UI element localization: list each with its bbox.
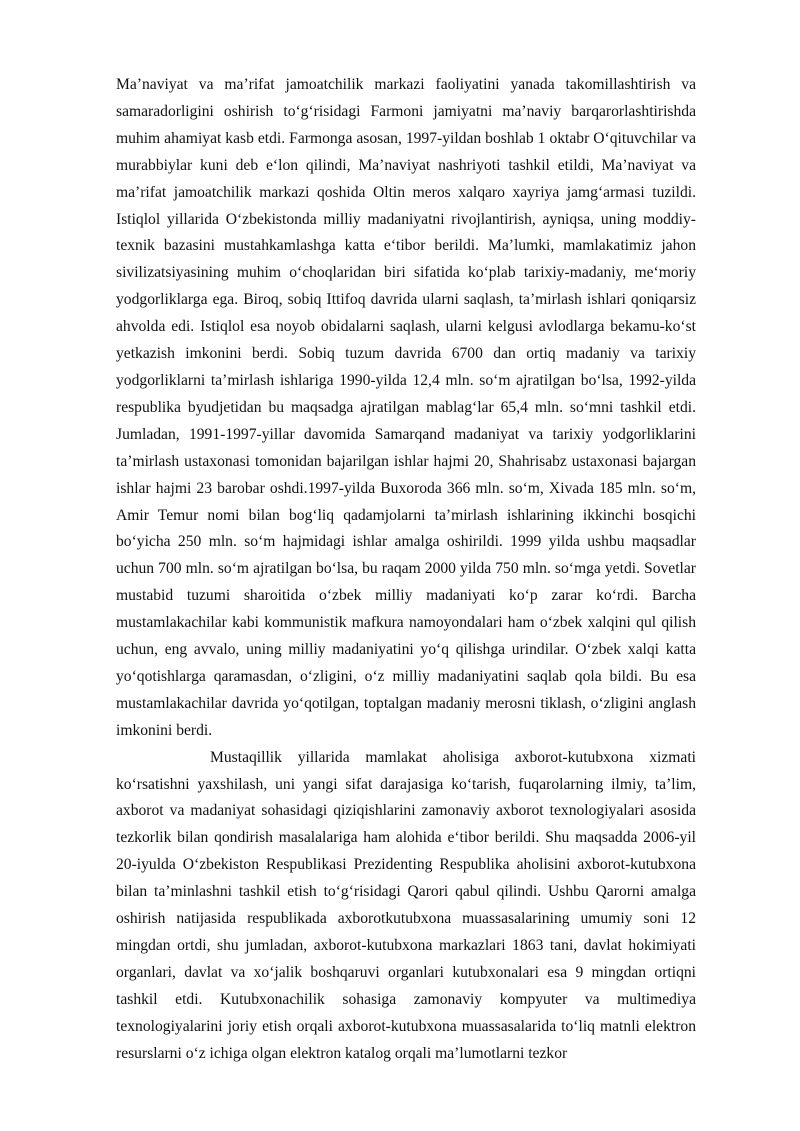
body-paragraph-2: Mustaqillik yillarida mamlakat aholisiga axborot-kutubxona xizmati ko‘rsatishni yaxshilash, uni yangi sifat darajasiga ko‘tarish, fuqarolarning ilmiy, ta’lim, axborot va madaniyat sohasidagi qiziqishlarini zamonaviy axborot texnologiyalari asosida tezkorlik bilan qondirish masalalariga ham alohida e‘tibor berildi. Shu maqsadda 2006-yil 20-iyulda O‘zbekiston Respublikasi Prezidenting Respublika aholisini axborot-kutubxona bilan ta’minlashni tashkil etish to‘g‘risidagi Qarori qabul qilindi. Ushbu Qarorni amalga oshirish natijasida respublikada axborotkutubxona muassasalarining umumiy soni 12 mingdan ortdi, shu jumladan, axborot-kutubxona markazlari 1863 tani, davlat hokimiyati organlari, davlat va xo‘jalik boshqaruvi organlari kutubxonalari esa 9 mingdan ortiqni tashkil etdi. Kutubxonachilik sohasiga zamonaviy kompyuter va multimediya texnologiyalarini joriy etish orqali axborot-kutubxona muassasalarida to‘liq matnli elektron resurslarni o‘z ichiga olgan elektron katalog orqali ma’lumotlarni tezkor <box>116 748 696 1062</box>
body-paragraph-1: Ma’naviyat va ma’rifat jamoatchilik markazi faoliyatini yanada takomillashtirish va samaradorligini oshirish to‘g‘risidagi Farmoni jamiyatni ma’naviy barqarorlashtirishda muhim ahamiyat kasb etdi. Farmonga asosan, 1997-yildan boshlab 1 oktabr O‘qituvchilar va murabbiylar kuni deb e‘lon qilindi, Ma’naviyat nashriyoti tashkil etildi, Ma’naviyat va ma’rifat jamoatchilik markazi qoshida Oltin meros xalqaro xayriya jamg‘armasi tuzildi. Istiqlol yillarida O‘zbekistonda milliy madaniyatni rivojlantirish, ayniqsa, uning moddiy-texnik bazasini mustahkamlashga katta e‘tibor berildi. Ma’lumki, mamlakatimiz jahon sivilizatsiyasining muhim o‘choqlaridan biri sifatida ko‘plab tarixiy-madaniy, me‘moriy yodgorliklarga ega. Biroq, sobiq Ittifoq davrida ularni saqlash, ta’mirlash ishlari qoniqarsiz ahvolda edi. Istiqlol esa noyob obidalarni saqlash, ularni kelgusi avlodlarga bekamu-ko‘st yetkazish imkonini berdi. Sobiq tuzum davrida 6700 dan ortiq madaniy va tarixiy yodgorliklarni ta’mirlash ishlariga 1990-yilda 12,4 mln. so‘m ajratilgan bo‘lsa, 1992-yilda respublika byudjetidan bu maqsadga ajratilgan mablag‘lar 65,4 mln. so‘mni tashkil etdi. Jumladan, 1991-1997-yillar davomida Samarqand madaniyat va tarixiy yodgorliklarini ta’mirlash ustaxonasi tomonidan bajarilgan ishlar hajmi 20, Shahrisabz ustaxonasi bajargan ishlar hajmi 23 barobar oshdi.1997-yilda Buxoroda 366 mln. so‘m, Xivada 185 mln. so‘m, Amir Temur nomi bilan bog‘liq qadamjolarni ta’mirlash ishlarining ikkinchi bosqichi bo‘yicha 250 mln. so‘m hajmidagi ishlar amalga oshirildi. 1999 yilda ushbu maqsadlar uchun 700 mln. so‘m ajratilgan bo‘lsa, bu raqam 2000 yilda 750 mln. so‘mga yetdi. Sovetlar mustabid tuzumi sharoitida o‘zbek milliy madaniyati ko‘p zarar ko‘rdi. Barcha mustamlakachilar kabi kommunistik mafkura namoyondalari ham o‘zbek xalqini qul qilish uchun, eng avvalo, uning milliy madaniyatini yo‘q qilishga urindilar. O‘zbek xalqi katta yo‘qotishlarga qaramasdan, o‘zligini, o‘z milliy madaniyatini saqlab qola bildi. Bu esa mustamlakachilar davrida yo‘qotilgan, toptalgan madaniy merosni tiklash, o‘zligini anglash imkonini berdi. <box>116 76 696 739</box>
document-page <box>116 72 696 1068</box>
